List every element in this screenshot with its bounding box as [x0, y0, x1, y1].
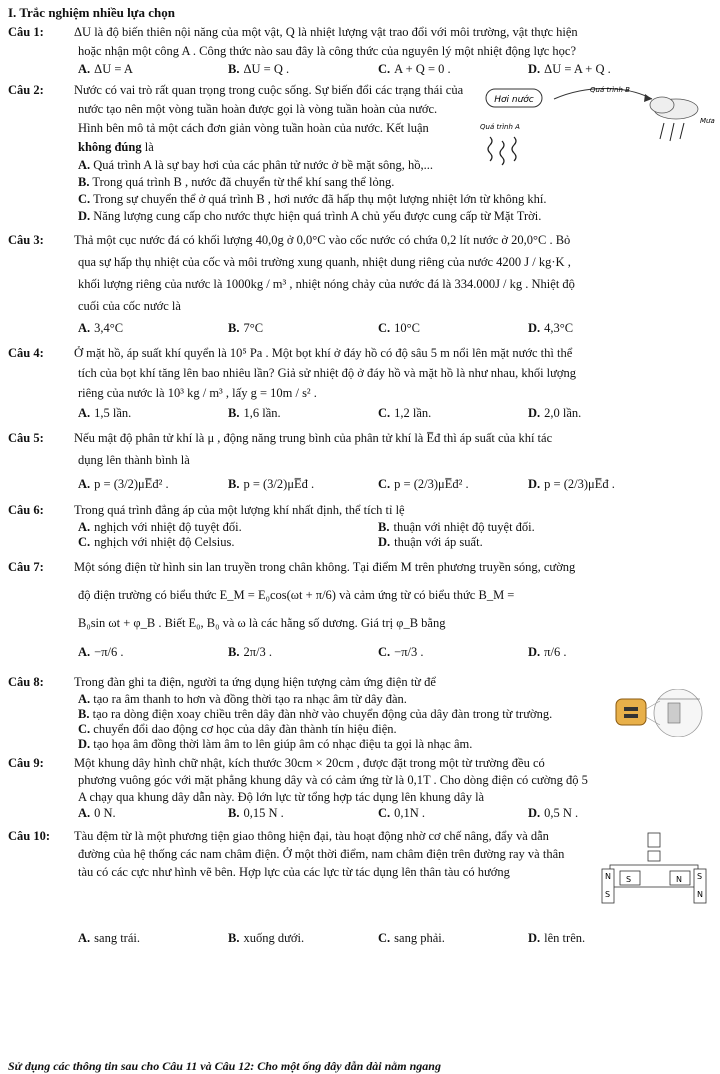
option-d[interactable]: D. thuận với áp suất.	[378, 535, 483, 549]
option-d[interactable]: D. Năng lượng cung cấp cho nước thực hiện quá trình A chủ yếu được cung cấp từ Mặt Trời.	[78, 209, 542, 223]
option-a[interactable]: A. 3,4°C	[78, 321, 124, 335]
question-label: Câu 4:	[8, 346, 44, 360]
question-label: Câu 9:	[8, 756, 44, 770]
guitar-body	[616, 699, 646, 725]
option-d[interactable]: D. ΔU = A + Q .	[528, 62, 611, 76]
question-stem: Tàu đệm từ là một phương tiện giao thông hiện đại, tàu hoạt động nhờ cơ chế nâng, đẩy và dẫn đường của hệ thống các nam châm điện. Ở một thời điểm, nam châm điện trên đường ray và thân tàu có các cực như hình vẽ bên. Hợp lực của các lực từ tác dụng lên thân tàu có hướng	[74, 829, 565, 879]
vapor-label: Hơi nước	[494, 95, 534, 105]
options-row	[8, 317, 712, 339]
question-2: Câu 2: Nước có vai trò rất quan trọng trong cuộc sống. Sự biến đổi các trạng thái của nước tạo nên một vòng tuần hoàn được gọi là vòng tuần hoàn của nước. Hình bên mô tả một cách đơn giản vòng tuần hoàn của nước. Kết luận không đúng là A. Quá trình A là sự bay hơi của các phân tử nước ở bề mặt sông, hồ,... B. Trong quá trình B , nước đã chuyển từ thể khí sang thể lỏng. C. Trong sự chuyển thể ở quá trình B , hơi nước đã hấp thụ một lượng nhiệt lớn từ không khí. D. Năng lượng cung cấp cho nước thực hiện quá trình A chủ yếu được cung cấp từ Mặt Trời. Hơi nước Quá trình B Mưa Quá trình A	[8, 81, 712, 225]
question-8	[8, 673, 712, 752]
exam-page	[0, 5, 720, 1073]
option-c[interactable]: C. sang phải.	[378, 931, 445, 945]
option-c[interactable]: C. Trong sự chuyển thể ở quá trình B , hơi nước đã hấp thụ một lượng nhiệt lớn từ không khí.	[78, 192, 547, 206]
pole-label: N	[605, 872, 611, 881]
options-row	[8, 471, 712, 497]
question-stem: Trong đàn ghi ta điện, người ta ứng dụng hiện tượng cảm ứng điện từ để	[74, 675, 436, 689]
process-b-label: Quá trình B	[590, 86, 630, 94]
option-c[interactable]: C. 10°C	[378, 321, 420, 335]
options-row	[8, 637, 712, 667]
footer-instruction: Sử dụng các thông tin sau cho Câu 11 và Câu 12: Cho một ống dây dẫn dài nằm ngang	[8, 1059, 441, 1073]
question-stem: Trong quá trình đẳng áp của một lượng khí nhất định, thể tích tỉ lệ	[74, 503, 405, 517]
option-d[interactable]: D. 4,3°C	[528, 321, 574, 335]
question-label: Câu 8:	[8, 675, 44, 689]
option-c[interactable]: C. nghịch với nhiệt độ Celsius.	[78, 535, 235, 549]
option-d[interactable]: D. tạo họa âm đồng thời làm âm to lên giúp âm có nhạc điệu ta gọi là nhạc âm.	[78, 737, 473, 751]
question-6	[8, 501, 712, 550]
water-cycle-figure	[476, 81, 720, 241]
option-b[interactable]: B. thuận với nhiệt độ tuyệt đối.	[378, 520, 535, 534]
question-stem-emphasis: không đúng	[78, 140, 142, 154]
option-b[interactable]: B. 1,6 lần.	[228, 406, 281, 420]
pole-label: N	[697, 890, 703, 899]
question-stem: ΔU là độ biến thiên nội năng của một vật, Q là nhiệt lượng vật trao đổi với môi trường, vật thực hiện	[74, 25, 578, 39]
maglev-figure	[598, 831, 710, 911]
option-c[interactable]: C. −π/3 .	[378, 645, 424, 659]
option-b[interactable]: B. ΔU = Q .	[228, 62, 290, 76]
evaporation-waves	[488, 137, 516, 165]
rain-label: Mưa	[700, 117, 715, 125]
guitar-pickup-figure	[608, 689, 712, 737]
option-b[interactable]: B. tạo ra dòng điện xoay chiều trên dây đàn nhờ vào chuyển động của dây đàn trong từ trường.	[78, 707, 553, 721]
question-10	[8, 827, 712, 946]
section-title: I. Trắc nghiệm nhiều lựa chọn	[8, 5, 175, 20]
options-row	[8, 931, 712, 946]
question-label: Câu 3:	[8, 233, 44, 247]
question-stem: Một sóng điện từ hình sin lan truyền trong chân không. Tại điểm M trên phương truyền sóng, cường	[74, 560, 576, 574]
pole-label: S	[626, 875, 632, 884]
options-grid	[8, 520, 712, 550]
question-stem: Nước có vai trò rất quan trọng trong cuộc sống. Sự biến đổi các trạng thái của nước tạo nên một vòng tuần hoàn được gọi là vòng tuần hoàn của nước. Hình bên mô tả một cách đơn giản vòng tuần hoàn của nước. Kết luận	[74, 83, 464, 135]
option-d[interactable]: D. lên trên.	[528, 931, 586, 945]
question-label: Câu 5:	[8, 431, 44, 445]
question-stem: Nếu mật độ phân tử khí là μ , động năng trung bình của phân tử khí là E̅đ thì áp suất của khí tác	[74, 431, 553, 445]
options-row	[8, 61, 712, 78]
option-a[interactable]: A. nghịch với nhiệt độ tuyệt đối.	[78, 520, 242, 534]
option-c[interactable]: C. chuyển đổi dao động cơ học của dây đàn thành tín hiệu điện.	[78, 722, 397, 736]
option-a[interactable]: A. 0 N.	[78, 806, 116, 820]
question-label: Câu 6:	[8, 503, 44, 517]
option-b[interactable]: B. p = (3/2)μE̅đ .	[228, 477, 315, 491]
option-a[interactable]: A. −π/6 .	[78, 645, 124, 659]
option-c[interactable]: C. 0,1N .	[378, 806, 426, 820]
question-3: Câu 3: Thả một cục nước đá có khối lượng 40,0g ở 0,0°C vào cốc nước có chứa 0,2 lít nước ở 20,0°C . Bỏ qua sự hấp thụ nhiệt của cốc và môi trường xung quanh, nhiệt dung riêng của nước 4200 J / kg·K , khối lượng riêng của nước là 1000kg / m³ , nhiệt nóng chảy của nước đá là 334.000J / kg . Nhiệt độ cuối của cốc nước là A. 3,4°C B. 7°C C. 10°C D. 4,3°C	[8, 229, 712, 339]
option-d[interactable]: D. π/6 .	[528, 645, 567, 659]
option-b[interactable]: B. xuống dưới.	[228, 931, 305, 945]
question-stem: Thả một cục nước đá có khối lượng 40,0g ở 0,0°C vào cốc nước có chứa 0,2 lít nước ở 20,0°C . Bỏ	[74, 233, 571, 247]
option-a[interactable]: A. tạo ra âm thanh to hơn và đồng thời tạo ra nhạc âm từ dây đàn.	[78, 692, 407, 706]
options-row	[8, 403, 712, 423]
option-d[interactable]: D. p = (2/3)μE̅đ .	[528, 477, 615, 491]
option-a[interactable]: A. 1,5 lần.	[78, 406, 132, 420]
question-4: Câu 4: Ở mặt hồ, áp suất khí quyển là 10⁵ Pa . Một bọt khí ở đáy hồ có độ sâu 5 m nổi lên mặt nước thì thể tích của bọt khí tăng lên bao nhiêu lần? Giả sử nhiệt độ ở đáy hồ và mặt hồ là như nhau, khối lượng riêng của nước là 10³ kg / m³ , lấy g = 10m / s² . A. 1,5 lần. B. 1,6 lần. C. 1,2 lần. D. 2,0 lần.	[8, 343, 712, 423]
option-b[interactable]: B. 2π/3 .	[228, 645, 273, 659]
question-stem: Ở mặt hồ, áp suất khí quyển là 10⁵ Pa . Một bọt khí ở đáy hồ có độ sâu 5 m nổi lên mặt nước thì thể	[74, 346, 573, 360]
option-b[interactable]: B. Trong quá trình B , nước đã chuyển từ thể khí sang thể lỏng.	[78, 175, 395, 189]
question-9: Câu 9: Một khung dây hình chữ nhật, kích thước 30cm × 20cm , được đặt trong một từ trường đều có phương vuông góc với mặt phẳng khung dây và có cảm ứng từ là 0,1T . Cho dòng điện có cường độ 5 A chạy qua khung dây dẫn này. Độ lớn lực từ tổng hợp tác dụng lên khung dây là A. 0 N. B. 0,15 N . C. 0,1N . D. 0,5 N .	[8, 755, 712, 821]
option-c[interactable]: C. 1,2 lần.	[378, 406, 432, 420]
question-1	[8, 23, 712, 78]
pole-label: S	[697, 872, 703, 881]
option-c[interactable]: C. A + Q = 0 .	[378, 62, 451, 76]
question-label: Câu 1:	[8, 25, 44, 39]
question-5: Câu 5: Nếu mật độ phân tử khí là μ , động năng trung bình của phân tử khí là E̅đ thì áp suất của khí tác dụng lên thành bình là A. p = (3/2)μE̅đ² . B. p = (3/2)μE̅đ . C. p = (2/3)μE̅đ² . D. p = (2/3)μE̅đ .	[8, 427, 712, 497]
pole-label: S	[605, 890, 611, 899]
question-stem: Một khung dây hình chữ nhật, kích thước 30cm × 20cm , được đặt trong một từ trường đều có	[74, 756, 545, 770]
option-b[interactable]: B. 7°C	[228, 321, 264, 335]
option-a[interactable]: A. sang trái.	[78, 931, 140, 945]
option-d[interactable]: D. 0,5 N .	[528, 806, 579, 820]
question-7: Câu 7: Một sóng điện từ hình sin lan truyền trong chân không. Tại điểm M trên phương truyền sóng, cường độ điện trường có biểu thức E_M = E₀cos(ωt + π/6) và cảm ứng từ có biểu thức B_M = B₀sin ωt + φ_B . Biết E₀, B₀ và ω là các hằng số dương. Giá trị φ_B bằng A. −π/6 . B. 2π/3 . C. −π/3 . D. π/6 .	[8, 553, 712, 667]
question-stem: hoặc nhận một công A . Công thức nào sau đây là công thức của nguyên lý một nhiệt động lực học?	[78, 44, 576, 58]
question-label: Câu 2:	[8, 83, 44, 97]
option-a[interactable]: A. p = (3/2)μE̅đ² .	[78, 477, 169, 491]
pole-label: N	[676, 875, 682, 884]
option-c[interactable]: C. p = (2/3)μE̅đ² .	[378, 477, 469, 491]
question-label: Câu 7:	[8, 560, 44, 574]
option-a[interactable]: A. ΔU = A	[78, 62, 133, 76]
option-a[interactable]: A. Quá trình A là sự bay hơi của các phân tử nước ở bề mặt sông, hồ,...	[78, 158, 434, 172]
option-b[interactable]: B. 0,15 N .	[228, 806, 284, 820]
option-d[interactable]: D. 2,0 lần.	[528, 406, 582, 420]
rain-drops	[660, 123, 684, 141]
question-label: Câu 10:	[8, 829, 51, 843]
process-a-label: Quá trình A	[480, 123, 520, 131]
options-row	[8, 806, 712, 821]
